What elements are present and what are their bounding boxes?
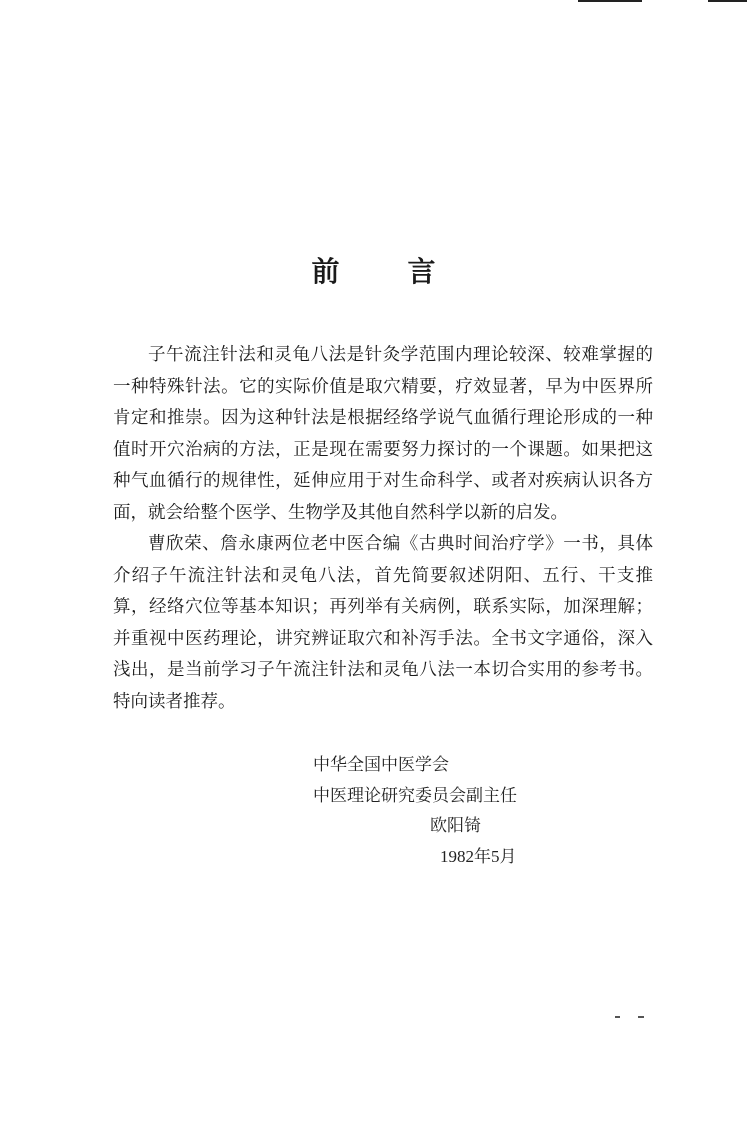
page-title [0, 250, 747, 290]
title-char: 言 [407, 255, 436, 288]
preface-body [113, 340, 653, 718]
scan-edge-mark [708, 0, 747, 2]
signature-position: 中医理论研究委员会副主任 [313, 786, 517, 806]
scan-artifact [615, 1016, 620, 1018]
scan-edge-mark [578, 0, 642, 2]
paragraph: 子午流注针法和灵龟八法是针灸学范围内理论较深、较难掌握的一种特殊针法。它的实际价值是取穴精要，疗效显著，早为中医界所肯定和推崇。因为这种针法是根据经络学说气血循行理论形成的一种值时开穴治病的方法，正是现在需要努力探讨的一个课题。如果把这种气血循行的规律性，延伸应用于对生命科学、或者对疾病认识各方面，就会给整个医学、生物学及其他自然科学以新的启发。 [113, 345, 653, 523]
signature-name: 欧阳锜 [430, 816, 481, 836]
paragraph: 曹欣荣、詹永康两位老中医合编《古典时间治疗学》一书，具体介绍子午流注针法和灵龟八法，首先简要叙述阴阳、五行、干支推算，经络穴位等基本知识；再列举有关病例，联系实际，加深理解；并重视中医药理论，讲究辨证取穴和补泻手法。全书文字通俗，深入浅出，是当前学习子午流注针法和灵龟八法一本切合实用的参考书。特向读者推荐。 [113, 534, 653, 712]
signature-organization: 中华全国中医学会 [313, 755, 449, 775]
title-char: 前 [311, 255, 340, 288]
signature-date: 1982年5月 [440, 847, 517, 866]
scan-artifact [638, 1016, 644, 1018]
